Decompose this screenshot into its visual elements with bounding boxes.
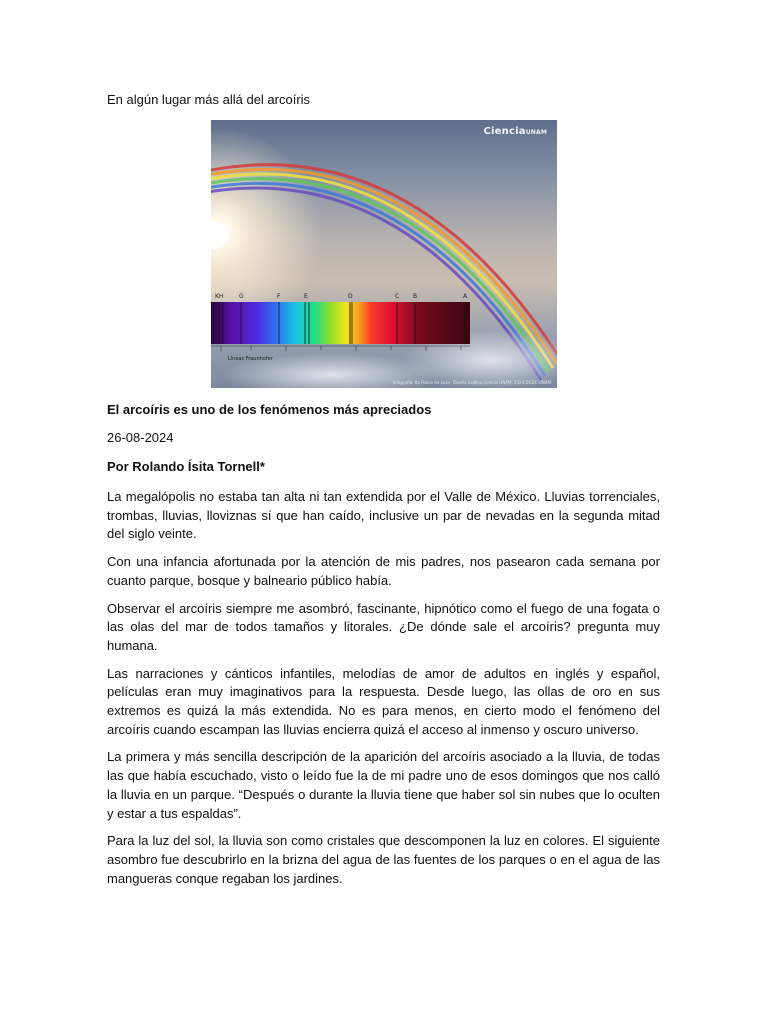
ciencia-unam-logo: CienciaUNAM bbox=[483, 126, 547, 137]
article-date: 26-08-2024 bbox=[107, 430, 174, 445]
spectrum-bar bbox=[211, 302, 470, 351]
rainbow-illustration bbox=[211, 120, 557, 388]
paragraph: Observar el arcoíris siempre me asombró, fascinante, hipnótico como el fuego de una fogata o las olas del mar de todos tamaños y litorales. ¿De dónde sale el arcoíris? pregunta muy humana. bbox=[107, 600, 660, 653]
fraunhofer-letter: KH bbox=[215, 293, 224, 300]
article-heading: En algún lugar más allá del arcoíris bbox=[107, 92, 311, 107]
fraunhofer-letters bbox=[215, 293, 468, 300]
sun-icon bbox=[211, 221, 229, 249]
fraunhofer-letter: D bbox=[348, 293, 353, 300]
article-body bbox=[107, 488, 660, 897]
spectrum-caption: Líneas Fraunhofer bbox=[228, 356, 273, 362]
paragraph: La primera y más sencilla descripción de la aparición del arcoíris asociado a la lluvia, de todas las que había escuchado, visto o leído fue la de mi padre uno de esos domingos que nos calló la lluvia en un parque. “Después o durante la lluvia tiene que haber sol sin nubes que lo oculten y estar a tus espaldas”. bbox=[107, 749, 660, 821]
image-credit: Infografía: Ita Ponce de León, Diseño Gráfico Ciencia UNAM, 2024 DGDC-UNAM bbox=[392, 380, 551, 385]
paragraph: Para la luz del sol, la lluvia son como cristales que descomponen la luz en colores. El siguiente asombro fue descubrirlo en la brizna del agua de las fuentes de los parques o en el agua de las mangueras conque regaban los jardines. bbox=[107, 833, 660, 886]
fraunhofer-letter: F bbox=[277, 293, 281, 300]
fraunhofer-letter: E bbox=[304, 293, 308, 300]
paragraph: Con una infancia afortunada por la atención de mis padres, nos pasearon cada semana por cuanto parque, bosque y balneario público había. bbox=[107, 554, 660, 588]
fraunhofer-letter: G bbox=[239, 293, 244, 300]
paragraph: Las narraciones y cánticos infantiles, melodías de amor de adultos en inglés y español, películas eran muy imaginativos para la respuesta. Desde luego, las ollas de oro en sus extremos es quizá la más extendida. No es para menos, en cierto modo el fenómeno del arcoíris cuando escampan las lluvias encierra quizá el acceso al inmenso y oscuro universo. bbox=[107, 665, 660, 737]
fraunhofer-letter: A bbox=[463, 293, 468, 300]
fraunhofer-letter: C bbox=[395, 293, 400, 300]
article-subtitle: El arcoíris es uno de los fenómenos más apreciados bbox=[107, 402, 432, 417]
paragraph: La megalópolis no estaba tan alta ni tan extendida por el Valle de México. Lluvias torrenciales, trombas, lluvias, lloviznas sí que han caído, inclusive un par de nevadas en la segunda mitad del siglo veinte. bbox=[107, 489, 660, 542]
article-author: Por Rolando Ísita Tornell* bbox=[107, 459, 265, 474]
fraunhofer-letter: B bbox=[413, 293, 418, 300]
rainbow-spectrum-image bbox=[211, 120, 557, 388]
